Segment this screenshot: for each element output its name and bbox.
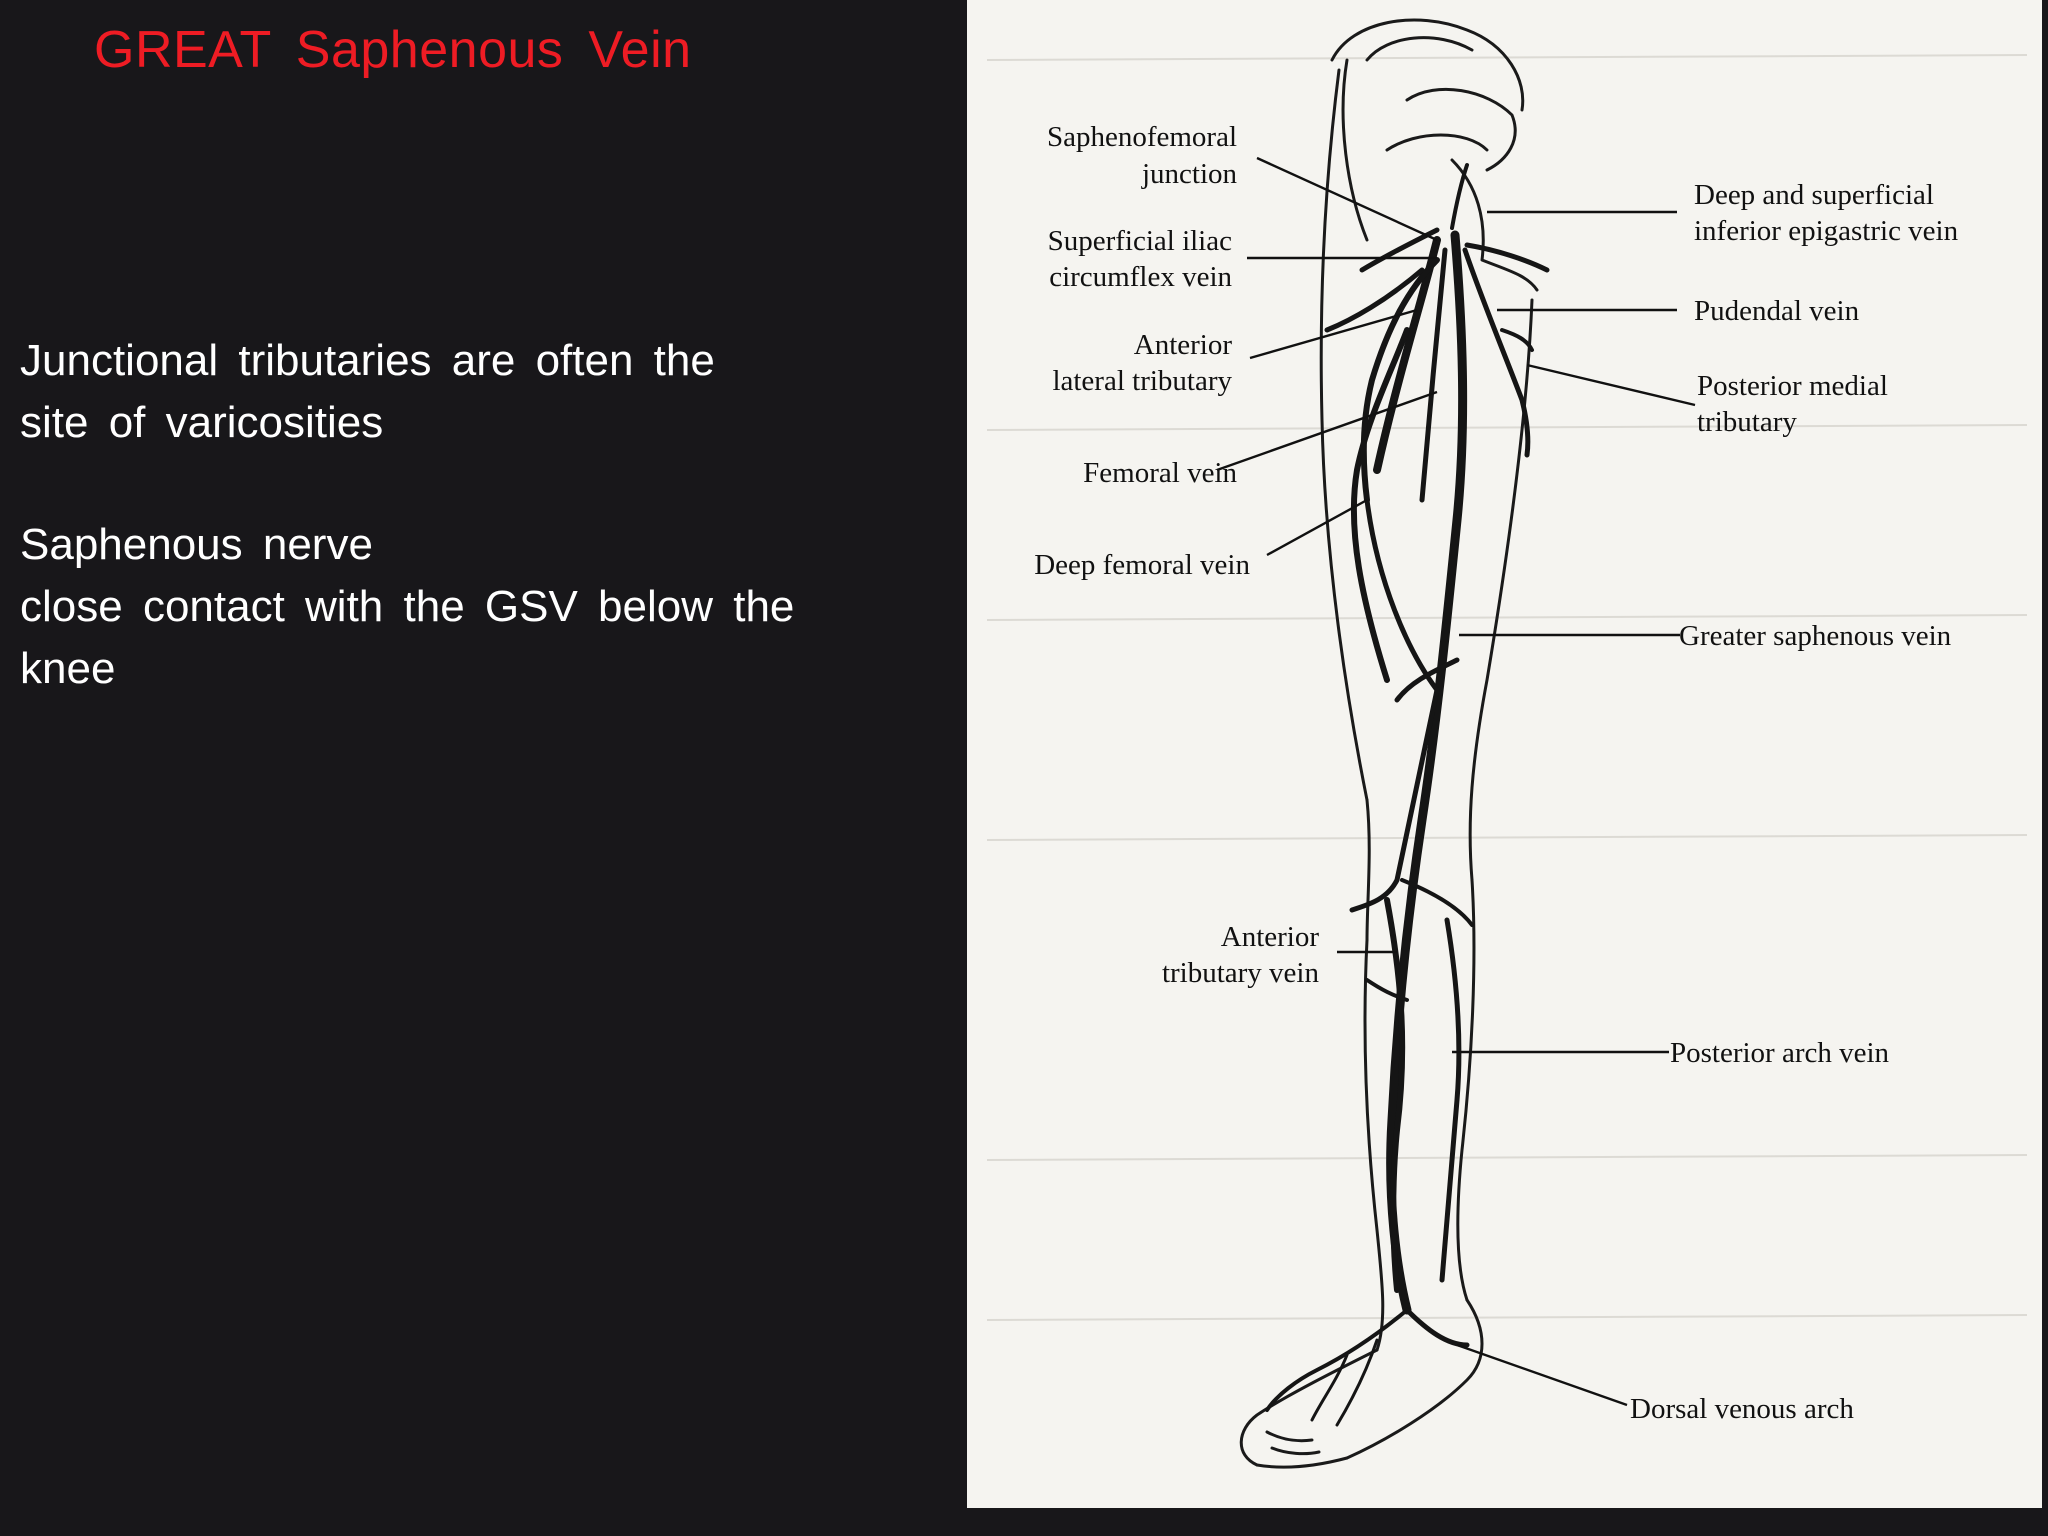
label-posterior-arch-vein: Posterior arch vein <box>1670 1037 1890 1069</box>
label-anterior-lateral-line1: Anterior <box>1133 329 1232 361</box>
label-saphenofemoral-line2: junction <box>1141 158 1237 190</box>
label-anterior-lateral-line2: lateral tributary <box>1052 365 1232 397</box>
label-deep-superficial-line1: Deep and superficial <box>1694 179 1934 211</box>
label-deep-superficial-line2: inferior epigastric vein <box>1694 215 1959 247</box>
label-saphenofemoral-line1: Saphenofemoral <box>1046 121 1237 153</box>
label-superficial-iliac-line1: Superficial iliac <box>1047 225 1232 257</box>
label-leaders <box>1217 158 1695 1405</box>
bullet-line: Junctional tributaries are often the <box>20 336 715 385</box>
labels <box>1034 121 1958 1425</box>
label-pudendal-vein: Pudendal vein <box>1694 295 1860 327</box>
label-greater-saphenous-vein: Greater saphenous vein <box>1679 620 1952 652</box>
label-anterior-tributary-line1: Anterior <box>1220 921 1319 953</box>
bullet-saphenous-nerve <box>20 514 794 700</box>
label-deep-femoral-vein: Deep femoral vein <box>1034 549 1250 581</box>
slide-title: GREAT Saphenous Vein <box>94 21 692 79</box>
vein-network <box>1267 165 1547 1425</box>
bullet-junctional-tributaries <box>20 330 715 454</box>
label-dorsal-venous-arch: Dorsal venous arch <box>1630 1393 1854 1425</box>
leg-vein-illustration <box>967 0 2042 1508</box>
leg-vein-diagram <box>967 0 2042 1508</box>
label-anterior-tributary-line2: tributary vein <box>1161 957 1319 989</box>
bullet-line: site of varicosities <box>20 398 384 447</box>
leg-outline <box>1241 20 1537 1467</box>
label-posterior-medial-line1: Posterior medial <box>1697 370 1888 402</box>
bullet-line: Saphenous nerve <box>20 520 373 569</box>
label-superficial-iliac-line2: circumflex vein <box>1049 261 1232 293</box>
bullet-line: knee <box>20 644 116 693</box>
label-femoral-vein: Femoral vein <box>1083 457 1237 489</box>
bullet-line: close contact with the GSV below the <box>20 582 795 631</box>
label-posterior-medial-line2: tributary <box>1697 406 1797 438</box>
